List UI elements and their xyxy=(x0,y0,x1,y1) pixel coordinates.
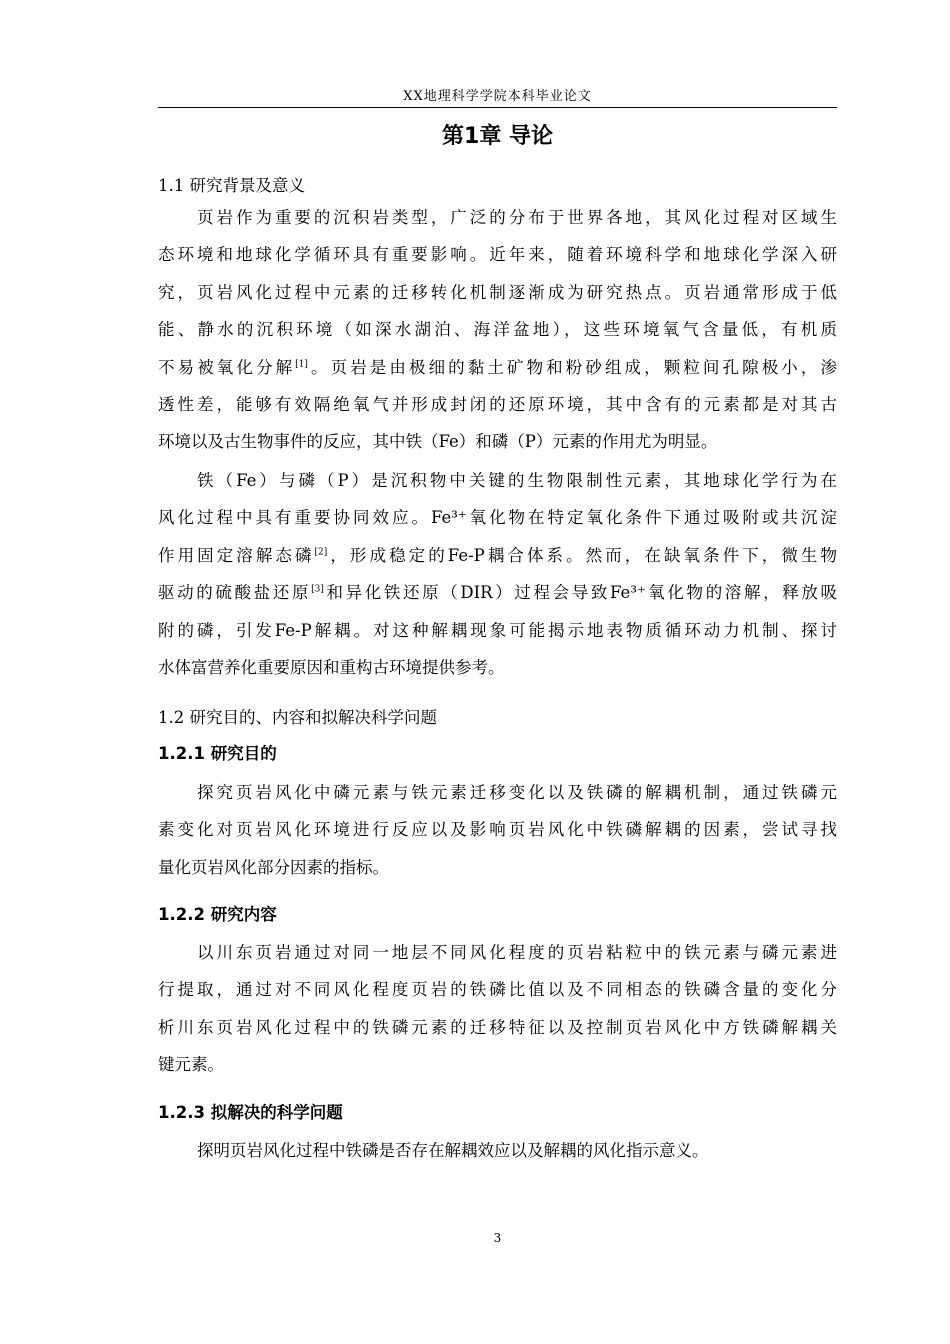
text-line: 水体富营养化重要原因和重构古环境提供参考。 xyxy=(158,657,505,677)
section-heading-1-2: 1.2 研究目的、内容和拟解决科学问题 xyxy=(158,708,437,727)
text-line: 附的磷，引发Fe-P解耦。对这种解耦现象可能揭示地表物质循环动力机制、探讨 xyxy=(158,620,837,640)
subsection-heading-1-2-3: 1.2.3 拟解决的科学问题 xyxy=(158,1103,343,1122)
text-line: 态环境和地球化学循环具有重要影响。近年来，随着环境科学和地球化学深入研 xyxy=(158,245,837,265)
page-number: 3 xyxy=(493,1231,502,1245)
text-line: 究，页岩风化过程中元素的迁移转化机制逐渐成为研究热点。页岩通常形成于低 xyxy=(158,282,837,302)
text-line: 素变化对页岩风化环境进行反应以及影响页岩风化中铁磷解耦的因素，尝试寻找 xyxy=(158,820,837,840)
text-line xyxy=(158,349,837,386)
section-heading-1-1: 1.1 研究背景及意义 xyxy=(158,176,305,195)
subsection-heading-1-2-1: 1.2.1 研究目的 xyxy=(158,744,277,763)
text-line: 风化过程中具有重要协同效应。Fe³⁺氧化物在特定氧化条件下通过吸附或共沉淀 xyxy=(158,508,837,528)
text-fragment: 。页岩是由极细的黏土矿物和粉砂组成，颗粒间孔隙极小，渗 xyxy=(307,357,838,377)
paragraph-background-1 xyxy=(158,199,837,461)
subsection-heading-1-2-2: 1.2.2 研究内容 xyxy=(158,905,277,924)
text-line: 透性差，能够有效隔绝氧气并形成封闭的还原环境，其中含有的元素都是对其古 xyxy=(158,394,837,414)
text-line: 以川东页岩通过对同一地层不同风化程度的页岩粘粒中的铁元素与磷元素进 xyxy=(197,943,837,962)
text-line: 页岩作为重要的沉积岩类型，广泛的分布于世界各地，其风化过程对区域生 xyxy=(197,208,837,227)
citation-ref-1[interactable]: [1] xyxy=(295,359,308,370)
text-line: 能、静水的沉积环境（如深水湖泊、海洋盆地），这些环境氧气含量低，有机质 xyxy=(158,320,837,340)
text-fragment: 作用固定溶解态磷 xyxy=(158,545,315,565)
text-fragment: 和异化铁还原（DIR）过程会导致Fe³⁺氧化物的溶解，释放吸 xyxy=(323,583,837,603)
text-line: 环境以及古生物事件的反应，其中铁（Fe）和磷（P）元素的作用尤为明显。 xyxy=(158,432,718,452)
text-line: 行提取，通过对不同风化程度页岩的铁磷比值以及不同相态的铁磷含量的变化分 xyxy=(158,980,837,1000)
paragraph-content xyxy=(158,934,837,1084)
header-rule xyxy=(158,107,837,108)
running-header: XX地理科学学院本科毕业论文 xyxy=(403,89,592,104)
text-fragment: 驱动的硫酸盐还原 xyxy=(158,583,312,603)
citation-ref-2[interactable]: [2] xyxy=(314,547,328,558)
text-line xyxy=(158,574,837,611)
citation-ref-3[interactable]: [3] xyxy=(311,584,324,595)
paragraph-problem xyxy=(158,1132,837,1169)
text-line: 键元素。 xyxy=(158,1055,224,1075)
text-line: 析川东页岩风化过程中的铁磷元素的迁移特征以及控制页岩风化中方铁磷解耦关 xyxy=(158,1017,837,1037)
text-line xyxy=(158,537,837,574)
text-line: 量化页岩风化部分因素的指标。 xyxy=(158,857,389,877)
text-fragment: ，形成稳定的Fe-P耦合体系。然而，在缺氧条件下，微生物 xyxy=(327,545,837,565)
paragraph-background-2 xyxy=(158,462,837,686)
text-line: 探明页岩风化过程中铁磷是否存在解耦效应以及解耦的风化指示意义。 xyxy=(197,1141,709,1160)
text-fragment: 不易被氧化分解 xyxy=(158,357,296,377)
text-line: 铁（Fe）与磷（P）是沉积物中关键的生物限制性元素，其地球化学行为在 xyxy=(197,471,837,490)
text-line: 探究页岩风化中磷元素与铁元素迁移变化以及铁磷的解耦机制，通过铁磷元 xyxy=(197,783,837,802)
paragraph-purpose xyxy=(158,774,837,886)
chapter-title: 第1章 导论 xyxy=(442,124,553,149)
